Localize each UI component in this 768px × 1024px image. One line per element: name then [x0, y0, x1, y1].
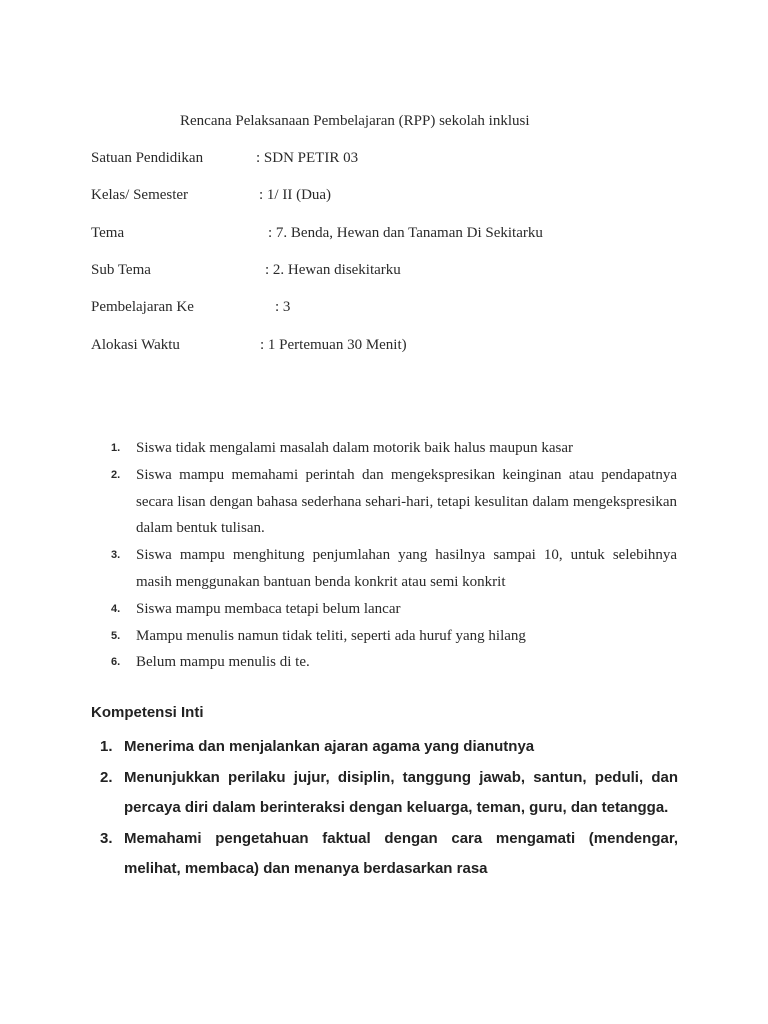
list-item	[111, 649, 677, 676]
meta-value: : 3	[275, 299, 291, 315]
list-item-text: Menerima dan menjalankan ajaran agama yang dianutnya	[124, 738, 535, 755]
list-number: 1.	[111, 442, 121, 454]
list-number: 3.	[111, 549, 121, 562]
meta-label: Sub Tema	[91, 262, 151, 278]
list-item-text: Siswa mampu menghitung penjumlahan yang hasilnya sampai 10, untuk selebihnya masih menggunakan bantuan benda konkrit atau semi konkrit	[136, 547, 677, 590]
list-item	[100, 763, 678, 824]
list-number: 5.	[111, 629, 121, 642]
meta-value: : 1 Pertemuan 30 Menit)	[260, 337, 407, 353]
list-item-text: Siswa mampu memahami perintah dan mengekspresikan keinginan atau pendapatnya secara lisan dengan bahasa sederhana sehari-hari, tetapi kesulitan dalam mengekspresikan dalam bentuk tulisan.	[136, 466, 677, 537]
list-item	[111, 462, 677, 542]
list-item-text: Siswa tidak mengalami masalah dalam motorik baik halus maupun kasar	[136, 440, 573, 456]
list-item	[100, 824, 678, 885]
meta-label: Pembelajaran Ke	[91, 299, 194, 315]
list-number: 4.	[111, 602, 121, 615]
list-item	[100, 732, 678, 763]
document-title: Rencana Pelaksanaan Pembelajaran (RPP) sekolah inklusi	[180, 113, 530, 129]
list-number: 2.	[100, 768, 113, 786]
meta-label: Kelas/ Semester	[91, 187, 189, 203]
list-item-text: Menunjukkan perilaku jujur, disiplin, tanggung jawab, santun, peduli, dan percaya diri dalam berinteraksi dengan keluarga, teman, guru, dan tetangga.	[124, 768, 678, 816]
list-item-text: Memahami pengetahuan faktual dengan cara mengamati (mendengar, melihat, membaca) dan menanya berdasarkan rasa	[124, 829, 678, 877]
list-item	[111, 542, 677, 596]
meta-value: : 1/ II (Dua)	[259, 187, 332, 203]
list-number: 3.	[100, 829, 113, 847]
kompetensi-inti-heading: Kompetensi Inti	[91, 704, 204, 721]
student-conditions-list	[111, 435, 677, 676]
list-item	[111, 596, 677, 623]
list-number: 2.	[111, 468, 121, 481]
meta-label: Alokasi Waktu	[91, 337, 180, 353]
meta-value: : SDN PETIR 03	[256, 150, 359, 166]
list-item	[111, 435, 677, 462]
kompetensi-inti-list	[100, 732, 678, 885]
list-number: 6.	[111, 656, 121, 669]
list-item	[111, 623, 677, 650]
list-item-text: Mampu menulis namun tidak teliti, seperti ada huruf yang hilang	[136, 627, 526, 644]
list-item-text: Belum mampu menulis di te.	[136, 654, 310, 671]
meta-label: Satuan Pendidikan	[91, 150, 204, 166]
meta-value: : 7. Benda, Hewan dan Tanaman Di Sekitarku	[268, 225, 543, 241]
meta-label: Tema	[91, 225, 125, 241]
list-item-text: Siswa mampu membaca tetapi belum lancar	[136, 600, 401, 617]
meta-value: : 2. Hewan disekitarku	[265, 262, 401, 278]
list-number: 1.	[100, 738, 113, 755]
